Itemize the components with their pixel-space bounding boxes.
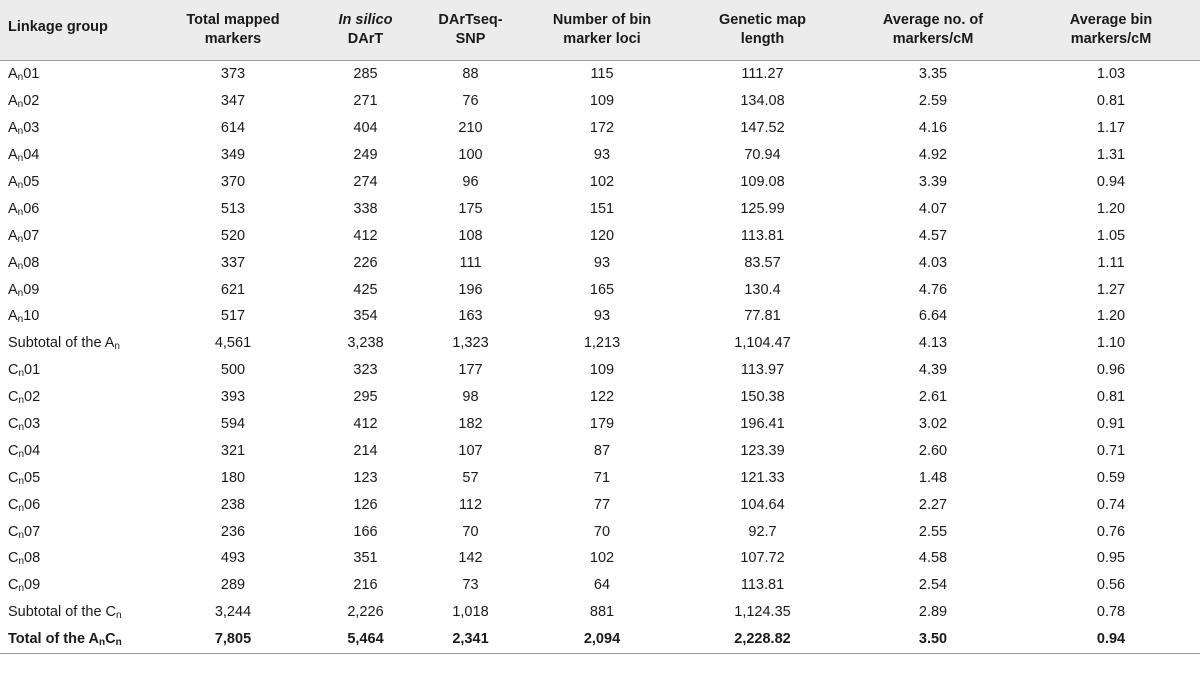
cell-avg-bin-markers-per-cm: 1.31: [1096, 147, 1126, 164]
cell-avg-markers-per-cm: 2.59: [918, 93, 948, 110]
column-header-line: DArT: [347, 31, 384, 47]
cell-avg-bin-markers-per-cm: 1.20: [1096, 308, 1126, 325]
genome-letter: A: [8, 200, 18, 217]
cell-in-silico-dart: 425: [353, 281, 378, 298]
cell-avg-markers-per-cm: 4.39: [918, 362, 948, 379]
column-header-line: Number of bin: [552, 12, 652, 28]
cell-avg-markers-per-cm: 2.60: [918, 442, 948, 459]
column-header-line: markers/cM: [1070, 31, 1152, 47]
linkage-group-cell: [0, 357, 153, 384]
chromosome-number: 02: [24, 389, 41, 406]
cell-genetic-map-length: 70.94: [744, 147, 781, 164]
cell-avg-markers-per-cm: 4.03: [918, 254, 948, 271]
cell-genetic-map-length: 1,104.47: [734, 335, 791, 352]
cell-total-mapped-markers: 7,805: [153, 626, 313, 653]
cell-avg-bin-markers-per-cm: 1.03: [1096, 66, 1126, 83]
linkage-group-cell: [0, 384, 153, 411]
chromosome-number: 03: [23, 120, 40, 137]
chromosome-number: 04: [23, 147, 40, 164]
column-header-line: DArTseq-: [438, 12, 503, 28]
genome-subscript: n: [18, 448, 25, 460]
genome-subscript: n: [17, 260, 24, 272]
cell-in-silico-dart: 2,226: [347, 604, 384, 621]
linkage-group-cell: [0, 626, 153, 653]
chromosome-number: 06: [24, 496, 41, 513]
cell-in-silico-dart: 126: [353, 496, 378, 513]
linkage-group-cell: [0, 411, 153, 438]
table-row: [0, 572, 1200, 599]
cell-bin-marker-loci: 70: [593, 523, 611, 540]
linkage-group-cell: [0, 142, 153, 169]
cell-avg-bin-markers-per-cm: 0.94: [1022, 626, 1200, 653]
genome-letter: C: [8, 389, 19, 406]
cell-dartseq-snp: 98: [462, 389, 479, 406]
genome-subscript: n: [17, 314, 24, 326]
genome-letter: A: [8, 227, 18, 244]
chromosome-number: 10: [23, 308, 40, 325]
label-prefix: Total of the: [8, 631, 89, 648]
cell-avg-bin-markers-per-cm: 0.56: [1096, 577, 1126, 594]
genome-subscript: n: [18, 368, 25, 380]
linkage-group-cell: [0, 276, 153, 303]
cell-total-mapped-markers: 180: [220, 469, 246, 486]
cell-genetic-map-length: 125.99: [740, 200, 785, 217]
cell-avg-bin-markers-per-cm: 0.95: [1096, 550, 1126, 567]
table-row: [0, 384, 1200, 411]
cell-avg-bin-markers-per-cm: 0.74: [1096, 496, 1126, 513]
genome-subscript: n: [17, 233, 24, 245]
cell-total-mapped-markers: 373: [220, 66, 246, 83]
cell-avg-markers-per-cm: 4.07: [918, 200, 948, 217]
genome-subscript: n: [18, 502, 25, 514]
cell-bin-marker-loci: 64: [593, 577, 611, 594]
chromosome-number: 09: [24, 577, 41, 594]
chromosome-number: 03: [24, 416, 41, 433]
cell-genetic-map-length: 107.72: [740, 550, 785, 567]
chromosome-number: 01: [23, 66, 40, 83]
cell-bin-marker-loci: 102: [589, 550, 615, 567]
cell-avg-markers-per-cm: 4.76: [918, 281, 948, 298]
cell-in-silico-dart: 354: [353, 308, 378, 325]
column-header-line: In silico: [338, 12, 393, 28]
cell-in-silico-dart: 274: [353, 174, 378, 190]
label-prefix: Subtotal of the: [8, 335, 105, 352]
genome-letter: A: [8, 281, 18, 298]
cell-total-mapped-markers: 493: [220, 550, 246, 567]
cell-dartseq-snp: 1,018: [452, 604, 489, 621]
cell-dartseq-snp: 88: [462, 66, 479, 83]
genome-letter: C: [8, 362, 19, 379]
table-row: [0, 195, 1200, 222]
cell-dartseq-snp: 163: [458, 308, 483, 325]
genome-letter: A: [104, 335, 115, 352]
cell-total-mapped-markers: 4,561: [214, 335, 252, 352]
cell-in-silico-dart: 216: [353, 577, 378, 594]
cell-avg-bin-markers-per-cm: 0.71: [1096, 442, 1126, 459]
genome-letter: A: [8, 308, 18, 325]
cell-total-mapped-markers: 500: [220, 362, 246, 379]
genome-letter: A: [8, 120, 18, 137]
table-row-total: [0, 626, 1200, 653]
cell-total-mapped-markers: 349: [220, 147, 246, 164]
cell-bin-marker-loci: 165: [589, 281, 615, 298]
genome-subscript: n: [17, 153, 24, 165]
cell-total-mapped-markers: 393: [220, 389, 246, 406]
cell-bin-marker-loci: 881: [589, 604, 615, 621]
cell-bin-marker-loci: 2,094: [523, 626, 681, 653]
cell-avg-bin-markers-per-cm: 1.17: [1096, 120, 1126, 137]
cell-in-silico-dart: 166: [353, 523, 378, 540]
cell-genetic-map-length: 83.57: [744, 254, 781, 271]
cell-in-silico-dart: 351: [353, 550, 378, 567]
cell-avg-markers-per-cm: 2.27: [918, 496, 948, 513]
cell-avg-bin-markers-per-cm: 0.76: [1096, 523, 1126, 540]
column-header-line: Average no. of: [882, 12, 984, 28]
cell-avg-markers-per-cm: 4.13: [918, 335, 948, 352]
cell-genetic-map-length: 111.27: [741, 66, 784, 83]
cell-in-silico-dart: 123: [353, 469, 378, 486]
cell-in-silico-dart: 295: [353, 389, 378, 406]
genome-letter: A: [8, 147, 18, 164]
chromosome-number: 05: [24, 469, 41, 486]
cell-in-silico-dart: 214: [353, 442, 378, 459]
label-prefix: Subtotal of the: [8, 604, 106, 621]
linkage-group-cell: [0, 491, 153, 518]
genome-letter: C: [105, 631, 116, 648]
cell-bin-marker-loci: 102: [589, 174, 615, 190]
table-row: [0, 491, 1200, 518]
cell-genetic-map-length: 92.7: [748, 523, 777, 540]
cell-dartseq-snp: 1,323: [452, 335, 489, 352]
cell-dartseq-snp: 196: [458, 281, 483, 298]
cell-dartseq-snp: 182: [458, 416, 483, 433]
cell-dartseq-snp: 96: [462, 174, 479, 190]
cell-total-mapped-markers: 289: [220, 577, 246, 594]
cell-dartseq-snp: 2,341: [418, 626, 523, 653]
cell-total-mapped-markers: 370: [220, 174, 246, 190]
table-row: [0, 357, 1200, 384]
linkage-group-cell: [0, 169, 153, 196]
cell-avg-bin-markers-per-cm: 0.94: [1096, 174, 1126, 190]
cell-bin-marker-loci: 1,213: [583, 335, 621, 352]
linkage-group-cell: [0, 330, 153, 357]
cell-avg-markers-per-cm: 3.02: [918, 416, 948, 433]
table-row: [0, 545, 1200, 572]
linkage-group-cell: [0, 222, 153, 249]
cell-dartseq-snp: 57: [462, 469, 479, 486]
genome-subscript: n: [18, 395, 25, 407]
cell-bin-marker-loci: 93: [593, 308, 611, 325]
table-row: [0, 222, 1200, 249]
table-row: [0, 142, 1200, 169]
chromosome-number: 01: [24, 362, 41, 379]
cell-dartseq-snp: 107: [458, 442, 483, 459]
cell-bin-marker-loci: 71: [593, 469, 611, 486]
cell-avg-markers-per-cm: 4.16: [918, 120, 948, 137]
column-header-total-mapped-markers: [153, 0, 313, 61]
cell-in-silico-dart: 323: [353, 362, 378, 379]
cell-bin-marker-loci: 179: [589, 416, 615, 433]
cell-total-mapped-markers: 513: [220, 200, 246, 217]
linkage-group-cell: [0, 115, 153, 142]
cell-avg-markers-per-cm: 2.55: [918, 523, 948, 540]
cell-avg-markers-per-cm: 3.35: [918, 66, 948, 83]
cell-avg-markers-per-cm: 1.48: [918, 469, 948, 486]
cell-avg-markers-per-cm: 4.58: [918, 550, 948, 567]
cell-bin-marker-loci: 77: [593, 496, 611, 513]
linkage-group-cell: [0, 572, 153, 599]
column-header-line: SNP: [455, 31, 486, 47]
column-header-avg-markers-per-cm: [844, 0, 1022, 61]
chromosome-number: 06: [23, 200, 40, 217]
cell-genetic-map-length: 2,228.82: [681, 626, 844, 653]
column-header-line: Genetic map: [718, 12, 807, 28]
genome-subscript: n: [18, 529, 25, 541]
genome-subscript: n: [99, 637, 106, 649]
cell-total-mapped-markers: 3,244: [214, 604, 252, 621]
genome-subscript: n: [17, 126, 24, 138]
cell-avg-bin-markers-per-cm: 0.81: [1096, 389, 1126, 406]
chromosome-number: 08: [23, 254, 40, 271]
cell-avg-markers-per-cm: 6.64: [918, 308, 948, 325]
linkage-group-cell: [0, 464, 153, 491]
cell-bin-marker-loci: 93: [593, 147, 611, 164]
cell-avg-bin-markers-per-cm: 0.96: [1096, 362, 1126, 379]
column-header-line: Linkage group: [8, 19, 108, 35]
cell-dartseq-snp: 76: [462, 93, 479, 110]
cell-total-mapped-markers: 236: [220, 523, 246, 540]
table-row: [0, 464, 1200, 491]
cell-avg-bin-markers-per-cm: 1.05: [1096, 227, 1126, 244]
cell-total-mapped-markers: 347: [220, 93, 246, 110]
genome-subscript: n: [18, 475, 25, 487]
genome-letter: C: [8, 496, 19, 513]
cell-bin-marker-loci: 151: [589, 200, 615, 217]
cell-total-mapped-markers: 517: [220, 308, 246, 325]
genome-subscript: n: [17, 180, 24, 191]
genome-letter: C: [8, 523, 19, 540]
genome-letter: C: [8, 469, 19, 486]
column-header-linkage-group: [0, 0, 153, 61]
genome-subscript: n: [116, 610, 122, 622]
cell-in-silico-dart: 271: [353, 93, 378, 110]
column-header-avg-bin-markers-per-cm: [1022, 0, 1200, 61]
table-row-subtotal: [0, 599, 1200, 626]
cell-avg-bin-markers-per-cm: 0.91: [1096, 416, 1126, 433]
cell-avg-bin-markers-per-cm: 1.10: [1096, 335, 1126, 352]
cell-dartseq-snp: 175: [458, 200, 483, 217]
cell-genetic-map-length: 134.08: [740, 93, 785, 110]
genome-letter: C: [105, 604, 117, 621]
cell-in-silico-dart: 404: [353, 120, 378, 137]
cell-bin-marker-loci: 93: [593, 254, 611, 271]
cell-avg-bin-markers-per-cm: 1.20: [1096, 200, 1126, 217]
table-row: [0, 303, 1200, 330]
cell-in-silico-dart: 412: [353, 227, 378, 244]
column-header-line: length: [740, 31, 785, 47]
genome-subscript: n: [115, 637, 122, 649]
cell-dartseq-snp: 100: [458, 147, 483, 164]
column-header-line: Average bin: [1069, 12, 1153, 28]
linkage-group-cell: [0, 88, 153, 115]
cell-dartseq-snp: 210: [458, 120, 483, 137]
cell-in-silico-dart: 226: [353, 254, 378, 271]
cell-dartseq-snp: 73: [462, 577, 479, 594]
cell-genetic-map-length: 113.81: [740, 577, 785, 594]
chromosome-number: 04: [24, 442, 41, 459]
linkage-group-cell: [0, 195, 153, 222]
cell-in-silico-dart: 3,238: [347, 335, 384, 352]
cell-dartseq-snp: 111: [459, 254, 482, 271]
cell-avg-bin-markers-per-cm: 1.27: [1096, 281, 1126, 298]
cell-genetic-map-length: 123.39: [740, 442, 785, 459]
cell-bin-marker-loci: 172: [589, 120, 615, 137]
header-row: [0, 0, 1200, 61]
cell-dartseq-snp: 112: [458, 496, 483, 513]
cell-bin-marker-loci: 87: [593, 442, 611, 459]
table-row: [0, 61, 1200, 88]
cell-genetic-map-length: 109.08: [740, 174, 785, 190]
cell-avg-bin-markers-per-cm: 1.11: [1097, 254, 1125, 271]
cell-avg-markers-per-cm: 3.39: [918, 174, 948, 190]
cell-total-mapped-markers: 614: [220, 120, 246, 137]
genome-subscript: n: [17, 287, 24, 299]
cell-genetic-map-length: 130.4: [744, 281, 781, 298]
table-row: [0, 169, 1200, 196]
chromosome-number: 05: [23, 174, 40, 190]
table-row: [0, 249, 1200, 276]
cell-avg-markers-per-cm: 4.92: [918, 147, 948, 164]
cell-bin-marker-loci: 122: [589, 389, 615, 406]
cell-genetic-map-length: 150.38: [740, 389, 785, 406]
chromosome-number: 07: [23, 227, 40, 244]
column-header-bin-marker-loci: [523, 0, 681, 61]
cell-genetic-map-length: 113.81: [740, 227, 785, 244]
table-header: [0, 0, 1200, 61]
column-header-line: Total mapped: [186, 12, 280, 28]
genome-letter: A: [88, 631, 100, 648]
column-header-line: marker loci: [563, 31, 641, 47]
cell-dartseq-snp: 142: [458, 550, 483, 567]
genome-letter: C: [8, 550, 19, 567]
column-header-line: markers/cM: [892, 31, 974, 47]
cell-genetic-map-length: 1,124.35: [734, 604, 791, 621]
cell-bin-marker-loci: 120: [589, 227, 615, 244]
genome-subscript: n: [17, 72, 24, 84]
genome-subscript: n: [18, 583, 25, 595]
genome-letter: A: [8, 174, 18, 190]
chromosome-number: 02: [23, 93, 40, 110]
table-row: [0, 276, 1200, 303]
genome-subscript: n: [17, 99, 24, 111]
cell-avg-markers-per-cm: 4.57: [918, 227, 948, 244]
chromosome-number: 09: [23, 281, 40, 298]
genome-letter: A: [8, 93, 18, 110]
genome-letter: A: [8, 66, 18, 83]
table-row: [0, 411, 1200, 438]
cell-bin-marker-loci: 109: [589, 362, 615, 379]
genome-letter: A: [8, 254, 18, 271]
genome-subscript: n: [18, 422, 25, 434]
cell-total-mapped-markers: 238: [220, 496, 246, 513]
cell-genetic-map-length: 77.81: [744, 308, 781, 325]
genome-subscript: n: [18, 556, 25, 568]
table-row: [0, 88, 1200, 115]
cell-avg-markers-per-cm: 2.89: [918, 604, 948, 621]
cell-avg-markers-per-cm: 2.61: [918, 389, 948, 406]
cell-genetic-map-length: 113.97: [740, 362, 785, 379]
cell-bin-marker-loci: 115: [590, 66, 614, 83]
cell-dartseq-snp: 70: [462, 523, 479, 540]
cell-in-silico-dart: 285: [353, 66, 378, 83]
cell-total-mapped-markers: 621: [220, 281, 246, 298]
cell-total-mapped-markers: 337: [220, 254, 246, 271]
column-header-in-silico-dart: [313, 0, 418, 61]
cell-total-mapped-markers: 594: [220, 416, 246, 433]
genome-letter: C: [8, 577, 19, 594]
genome-letter: C: [8, 442, 19, 459]
cell-in-silico-dart: 5,464: [313, 626, 418, 653]
linkage-group-cell: [0, 437, 153, 464]
table-row: [0, 115, 1200, 142]
column-header-line: markers: [204, 31, 262, 47]
cell-dartseq-snp: 177: [458, 362, 483, 379]
cell-avg-markers-per-cm: 3.50: [844, 626, 1022, 653]
linkage-group-cell: [0, 599, 153, 626]
column-header-genetic-map-length: [681, 0, 844, 61]
cell-bin-marker-loci: 109: [589, 93, 615, 110]
cell-in-silico-dart: 249: [353, 147, 378, 164]
linkage-group-cell: [0, 518, 153, 545]
table-row: [0, 518, 1200, 545]
cell-genetic-map-length: 104.64: [740, 496, 785, 513]
table-row-subtotal: [0, 330, 1200, 357]
linkage-group-cell: [0, 545, 153, 572]
genome-subscript: n: [17, 206, 24, 218]
cell-avg-bin-markers-per-cm: 0.59: [1096, 469, 1126, 486]
cell-genetic-map-length: 121.33: [740, 469, 785, 486]
cell-dartseq-snp: 108: [458, 227, 483, 244]
cell-genetic-map-length: 147.52: [740, 120, 785, 137]
table-row: [0, 437, 1200, 464]
cell-total-mapped-markers: 520: [220, 227, 246, 244]
cell-avg-bin-markers-per-cm: 0.81: [1096, 93, 1126, 110]
genome-subscript: n: [114, 341, 120, 353]
cell-avg-markers-per-cm: 2.54: [918, 577, 948, 594]
genome-letter: C: [8, 416, 19, 433]
column-header-dartseq-snp: [418, 0, 523, 61]
cell-genetic-map-length: 196.41: [740, 416, 785, 433]
linkage-group-cell: [0, 249, 153, 276]
linkage-group-cell: [0, 303, 153, 330]
table-body: [0, 61, 1200, 654]
cell-in-silico-dart: 338: [353, 200, 378, 217]
linkage-group-cell: [0, 61, 153, 88]
cell-in-silico-dart: 412: [353, 416, 378, 433]
chromosome-number: 07: [24, 523, 41, 540]
chromosome-number: 08: [24, 550, 41, 567]
cell-total-mapped-markers: 321: [220, 442, 246, 459]
cell-avg-bin-markers-per-cm: 0.78: [1096, 604, 1126, 621]
